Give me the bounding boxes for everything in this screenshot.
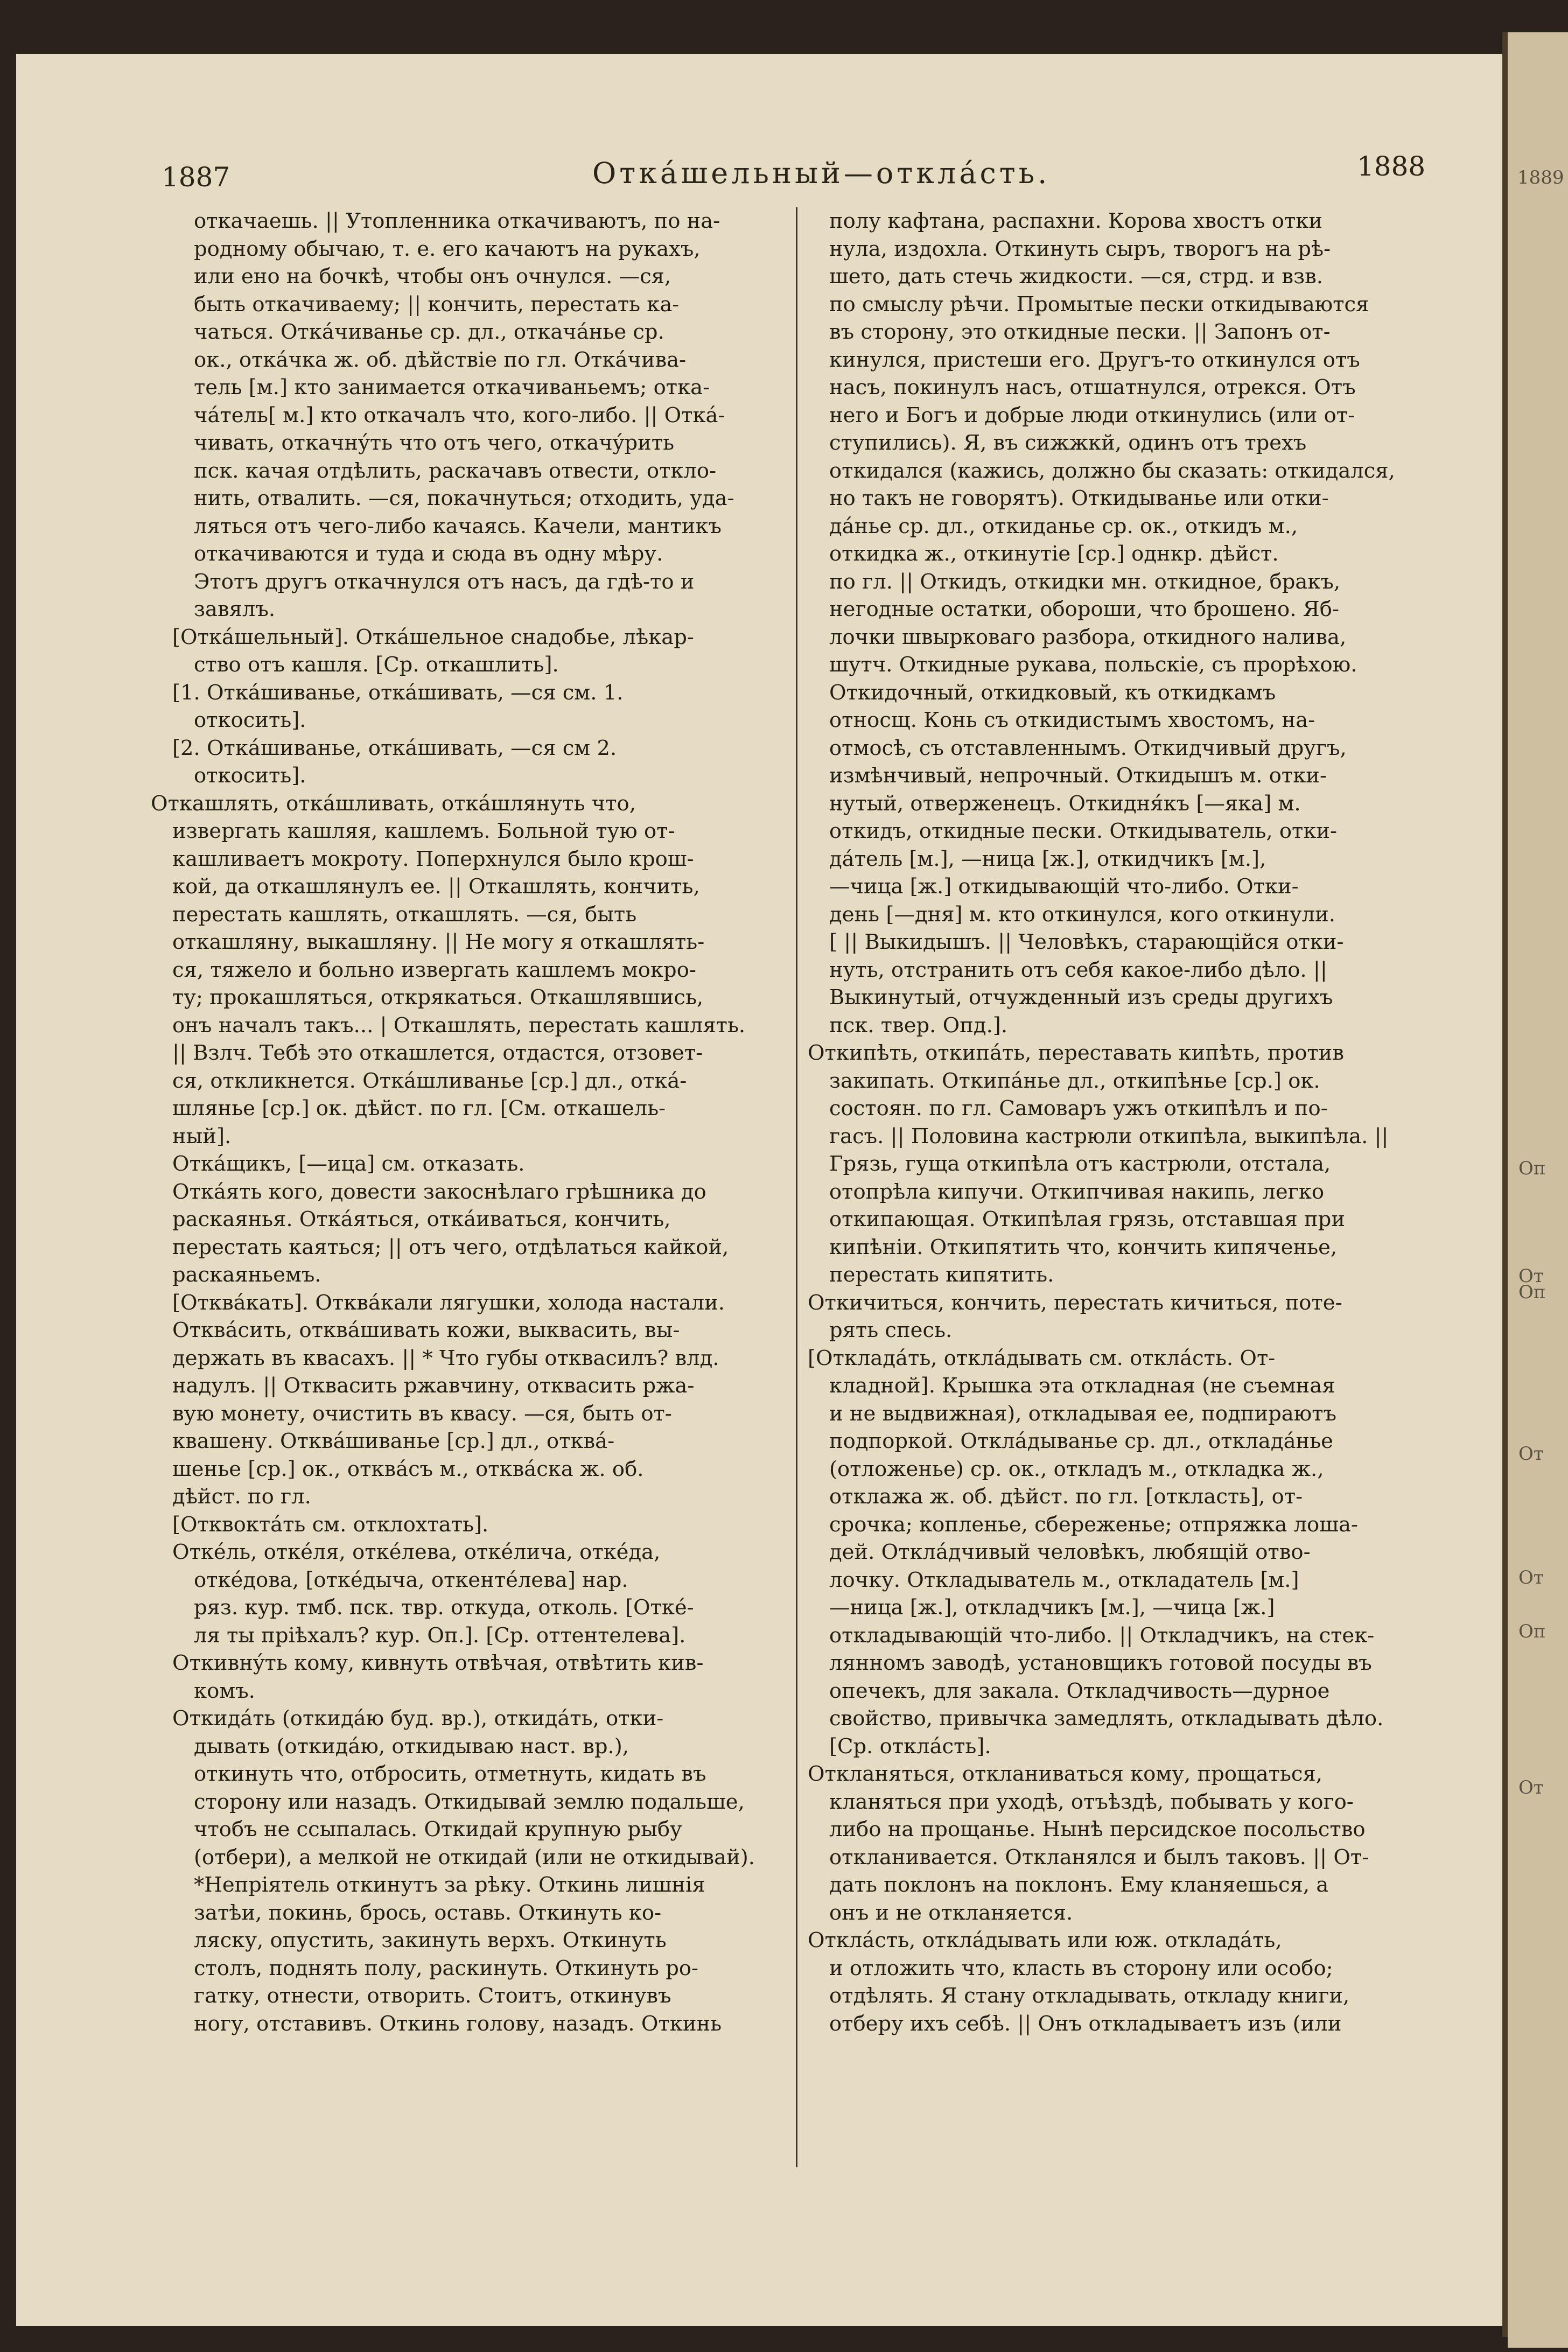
text-line: квашену. Отквáшиванье [ср.] дл., отквá- <box>172 1429 615 1453</box>
text-line: дей. Отклáдчивый человѣкъ, любящій отво- <box>829 1540 1311 1564</box>
right-column <box>808 207 1424 2038</box>
text-line: по гл. || Откидъ, откидки мн. откидное, бракъ, <box>829 569 1341 594</box>
text-line: негодные остатки, обороши, что брошено. Яб- <box>829 597 1339 621</box>
text-line: перестать каяться; || отъ чего, отдѣлаться кайкой, <box>172 1235 729 1259</box>
text-line: ту; прокашляться, открякаться. Откашлявшись, <box>172 985 704 1010</box>
text-line: дѣйст. по гл. <box>172 1485 311 1509</box>
text-line: отберу ихъ себѣ. || Онъ откладываетъ изъ (или <box>829 2011 1342 2036</box>
text-line: чаться. Откáчиванье ср. дл., откачáнье ср. <box>194 320 664 344</box>
text-line: [Отквáкать]. Отквáкали лягушки, холода настали. <box>172 1290 725 1315</box>
text-line: —чица [ж.] откидывающій что-либо. Отки- <box>829 874 1299 899</box>
text-line: отдѣлять. Я стану откладывать, откладу книги, <box>829 1984 1350 2008</box>
text-line: родному обычаю, т. е. его качаютъ на рукахъ, <box>194 236 701 261</box>
text-line: [2. Откáшиванье, откáшивать, —ся см 2. <box>172 736 617 760</box>
text-line: надулъ. || Отквасить ржавчину, отквасить ржа- <box>172 1374 695 1398</box>
text-line: относщ. Конь съ откидистымъ хвостомъ, на- <box>829 708 1315 732</box>
text-line: откланивается. Откланялся и былъ таковъ. || От- <box>829 1845 1369 1870</box>
text-line: подпоркой. Отклáдыванье ср. дл., откладáнье <box>829 1429 1333 1453</box>
text-line: откидка ж., откинутіе [ср.] однкр. дѣйст. <box>829 542 1279 566</box>
text-line: перестать кипятить. <box>829 1263 1054 1287</box>
text-line: измѣнчивый, непрочный. Откидышъ м. отки- <box>829 764 1327 788</box>
text-line: Откáщикъ, [—ица] см. отказать. <box>172 1152 525 1176</box>
edge-text: Оп <box>1518 1621 1546 1642</box>
text-line: ряз. кур. тмб. пск. твр. откуда, отколь. [Откé- <box>194 1595 694 1620</box>
text-line: шенье [ср.] ок., отквáсъ м., отквáска ж. об. <box>172 1457 644 1481</box>
text-line: Откидáть (откидáю буд. вр.), откидáть, отки- <box>172 1706 664 1731</box>
text-line: Откáять кого, довести закоснѣлаго грѣшника до <box>172 1179 706 1204</box>
text-line: откачаешь. || Утопленника откачиваютъ, по на- <box>194 209 720 233</box>
page-number-left: 1887 <box>162 162 230 193</box>
text-line: ок., откáчка ж. об. дѣйствіе по гл. Откáчива- <box>194 347 687 372</box>
text-line: кипѣніи. Откипятить что, кончить кипяченье, <box>829 1235 1338 1259</box>
text-line: него и Богъ и добрые люди откинулись (или от- <box>829 403 1355 428</box>
text-line: дать поклонъ на поклонъ. Ему кланяешься, а <box>829 1873 1329 1897</box>
text-line: откосить]. <box>194 764 306 788</box>
text-line: отопрѣла кипучи. Откипчивая накипь, легко <box>829 1179 1325 1204</box>
text-line: чáтель[ м.] кто откачалъ что, кого-либо. || Откá- <box>194 403 725 428</box>
text-line: рять спесь. <box>829 1318 953 1342</box>
text-line: Откидочный, откидковый, къ откидкамъ <box>829 680 1276 705</box>
text-line: по смыслу рѣчи. Промытые пески откидываются <box>829 292 1369 317</box>
text-line: отмосѣ, съ отставленнымъ. Откидчивый другъ, <box>829 736 1347 760</box>
text-line: ногу, отставивъ. Откинь голову, назадъ. Откинь <box>194 2011 722 2036</box>
text-line: [ || Выкидышъ. || Человѣкъ, старающійся отки- <box>829 930 1344 954</box>
text-line: [Откáшельный]. Откáшельное снадобье, лѣкар- <box>172 625 694 649</box>
text-line: дáнье ср. дл., откиданье ср. ок., откидъ м., <box>829 514 1298 538</box>
text-line: ляску, опустить, закинуть верхъ. Откинуть <box>194 1928 667 1952</box>
text-line: ся, тяжело и больно извергать кашлемъ мокро- <box>172 957 696 982</box>
text-line: онъ и не откланяется. <box>829 1900 1073 1925</box>
text-line: Откланяться, откланиваться кому, прощаться, <box>808 1762 1323 1786</box>
text-line: быть откачиваему; || кончить, перестать ка- <box>194 292 680 317</box>
text-line: и не выдвижная), откладывая ее, подпираютъ <box>829 1401 1337 1426</box>
text-line: чивать, откачнýть что отъ чего, откачýрить <box>194 431 675 455</box>
text-line: отклажа ж. об. дѣйст. по гл. [откласть], от- <box>829 1485 1303 1509</box>
text-line: Грязь, гуща откипѣла отъ кастрюли, отстала, <box>829 1152 1331 1176</box>
edge-text: От <box>1518 1777 1544 1798</box>
text-line: срочка; копленье, сбереженье; отпряжка лоша- <box>829 1512 1358 1537</box>
text-line: [Откладáть, отклáдывать см. отклáсть. От- <box>808 1346 1276 1370</box>
text-line: кинулся, пристеши его. Другъ-то откинулся отъ <box>829 347 1360 372</box>
page-number-right: 1888 <box>1357 151 1426 182</box>
text-line: или ено на бочкѣ, чтобы онъ очнулся. —ся, <box>194 264 671 289</box>
text-line: затѣи, покинь, брось, оставь. Откинуть ко- <box>194 1900 662 1925</box>
edge-text: От <box>1518 1265 1544 1287</box>
text-line: [Отквоктáть см. отклохтать]. <box>172 1512 489 1537</box>
text-line: ство отъ кашля. [Ср. откашлить]. <box>194 653 559 677</box>
text-line: ный]. <box>172 1124 232 1149</box>
text-line: кашливаетъ мокроту. Поперхнулся было крош- <box>172 846 694 871</box>
text-line: кланяться при уходѣ, отъѣздѣ, побывать у кого- <box>829 1789 1354 1814</box>
text-line: раскаяньемъ. <box>172 1263 321 1287</box>
text-line: || Взлч. Тебѣ это откашлется, отдастся, отзовет- <box>172 1041 703 1065</box>
text-line: держать въ квасахъ. || * Что губы отквасилъ? влд. <box>172 1346 719 1370</box>
text-line: тель [м.] кто занимается откачиваньемъ; отка- <box>194 375 710 400</box>
text-line: опечекъ, для закала. Откладчивость—дурное <box>829 1678 1330 1703</box>
text-line: лочку. Откладыватель м., откладатель [м.] <box>829 1567 1299 1592</box>
edge-text: Оп <box>1518 1158 1546 1179</box>
text-line: откидъ, откидные пески. Откидыватель, отки- <box>829 819 1338 843</box>
text-line: Отклáсть, отклáдывать или юж. откладáть, <box>808 1928 1282 1952</box>
text-line: откипающая. Откипѣлая грязь, отставшая при <box>829 1207 1345 1231</box>
text-line: раскаянья. Откáяться, откáиваться, кончить, <box>172 1207 671 1231</box>
text-line: откладывающій что-либо. || Откладчикъ, на стек- <box>829 1623 1375 1648</box>
text-line: чтобъ не ссыпалась. Откидай крупную рыбу <box>194 1817 682 1842</box>
column-divider <box>796 207 797 2167</box>
text-line: откашляну, выкашляну. || Не могу я откашлять- <box>172 930 705 954</box>
text-line: шутч. Откидные рукава, польскіе, съ прорѣхою. <box>829 653 1357 677</box>
text-line: извергать кашляя, кашлемъ. Больной тую от- <box>172 819 675 843</box>
text-line: вую монету, очистить въ квасу. —ся, быть от- <box>172 1401 672 1426</box>
text-line: шето, дать стечь жидкости. —ся, стрд. и взв. <box>829 264 1324 289</box>
text-line: пск. твер. Опд.]. <box>829 1013 1008 1038</box>
text-line: завялъ. <box>194 597 276 621</box>
text-line: но такъ не говорятъ). Откидыванье или отки- <box>829 486 1329 510</box>
text-line: перестать кашлять, откашлять. —ся, быть <box>172 902 637 927</box>
text-line: сторону или назадъ. Откидывай землю подальше, <box>194 1789 745 1814</box>
edge-text: От <box>1518 1567 1544 1588</box>
text-line: насъ, покинулъ насъ, отшатнулся, отрекся. Отъ <box>829 375 1356 400</box>
text-line: закипать. Откипáнье дл., откипѣнье [ср.] ок. <box>829 1068 1320 1093</box>
text-line: гатку, отнести, отворить. Стоитъ, откинувъ <box>194 1984 671 2008</box>
text-line: и отложить что, класть въ сторону или особо; <box>829 1956 1333 1980</box>
text-line: ляться отъ чего-либо качаясь. Качели, мантикъ <box>194 514 722 538</box>
text-line: откинуть что, отбросить, отметнуть, кидать въ <box>194 1762 706 1786</box>
text-line: (отложенье) ср. ок., откладъ м., откладка ж., <box>829 1457 1324 1481</box>
text-line: Откéль, откéля, откéлева, откéлича, откéда, <box>172 1540 661 1564</box>
text-line: кладной]. Крышка эта откладная (не съемная <box>829 1374 1335 1398</box>
text-line: кой, да откашлянулъ ее. || Откашлять, кончить, <box>172 874 700 899</box>
text-line: *Непріятель откинутъ за рѣку. Откинь лишнія <box>194 1873 705 1897</box>
text-line: ся, откликнется. Откáшливанье [ср.] дл., откá- <box>172 1068 687 1093</box>
text-line: Откивнýть кому, кивнуть отвѣчая, отвѣтить кив- <box>172 1651 704 1675</box>
text-line: шлянье [ср.] ок. дѣйст. по гл. [См. откашель- <box>172 1096 666 1121</box>
text-line: нула, издохла. Откинуть сыръ, творогъ на рѣ- <box>829 236 1331 261</box>
text-line: нить, отвалить. —ся, покачнуться; отходить, уда- <box>194 486 734 510</box>
text-line: Отквáсить, отквáшивать кожи, выквасить, вы- <box>172 1318 680 1342</box>
text-line: комъ. <box>194 1678 255 1703</box>
edge-text: 1889 <box>1517 167 1564 188</box>
text-line: Откичиться, кончить, перестать кичиться, поте- <box>808 1290 1342 1315</box>
text-line: откосить]. <box>194 708 306 732</box>
text-line: Откипѣть, откипáть, переставать кипѣть, против <box>808 1041 1345 1065</box>
text-line: ступились). Я, въ сижжкй, одинъ отъ трехъ <box>829 431 1307 455</box>
next-page-edge <box>1508 32 1568 2348</box>
text-line: полу кафтана, распахни. Корова хвостъ отки <box>829 209 1322 233</box>
edge-text: Оп <box>1518 1282 1546 1303</box>
text-line: дáтель [м.], —ница [ж.], откидчикъ [м.], <box>829 846 1266 871</box>
text-line: [Ср. отклáсть]. <box>829 1734 991 1759</box>
text-line: гасъ. || Половина кастрюли откипѣла, выкипѣла. || <box>829 1124 1389 1149</box>
text-line: дывать (откидáю, откидываю наст. вр.), <box>194 1734 629 1759</box>
text-line: откидался (кажись, должно бы сказать: откидался, <box>829 458 1395 483</box>
text-line: откачиваются и туда и сюда въ одну мѣру. <box>194 542 663 566</box>
text-line: пск. качая отдѣлить, раскачавъ отвести, откло- <box>194 458 717 483</box>
text-line: состоян. по гл. Самоваръ ужъ откипѣлъ и по- <box>829 1096 1328 1121</box>
text-line: нутый, отверженецъ. Откидня́къ [—яка] м. <box>829 791 1301 816</box>
text-line: въ сторону, это откидные пески. || Запонъ от- <box>829 320 1331 344</box>
text-line: либо на прощанье. Нынѣ персидское посольство <box>829 1817 1366 1842</box>
text-line: Этотъ другъ откачнулся отъ насъ, да гдѣ-то и <box>194 569 695 594</box>
text-line: онъ началъ такъ... | Откашлять, перестать кашлять. <box>172 1013 746 1038</box>
running-header: Откáшельный—отклáсть. <box>592 156 1051 190</box>
text-line: свойство, привычка замедлять, откладывать дѣло. <box>829 1706 1384 1731</box>
text-line: Выкинутый, отчужденный изъ среды другихъ <box>829 985 1333 1010</box>
text-line: лянномъ заводѣ, установщикъ готовой посуды въ <box>829 1651 1372 1675</box>
text-line: [1. Откáшиванье, откáшивать, —ся см. 1. <box>172 680 624 705</box>
left-column <box>151 207 789 2038</box>
text-line: лочки швырковаго разбора, откидного налива, <box>829 625 1347 649</box>
text-line: нуть, отстранить отъ себя какое-либо дѣло. || <box>829 957 1327 982</box>
edge-text: От <box>1518 1443 1544 1465</box>
text-line: (отбери), а мелкой не откидай (или не откидывай). <box>194 1845 755 1870</box>
text-line: ля ты пріѣхалъ? кур. Оп.]. [Ср. оттентелева]. <box>194 1623 686 1648</box>
text-line: столъ, поднять полу, раскинуть. Откинуть ро- <box>194 1956 699 1980</box>
text-line: —ница [ж.], откладчикъ [м.], —чица [ж.] <box>829 1595 1275 1620</box>
text-line: день [—дня] м. кто откинулся, кого откинули. <box>829 902 1335 927</box>
text-line: Откашлять, откáшливать, откáшлянуть что, <box>151 791 636 816</box>
text-line: откéдова, [откéдыча, откентéлева] нар. <box>194 1567 628 1592</box>
